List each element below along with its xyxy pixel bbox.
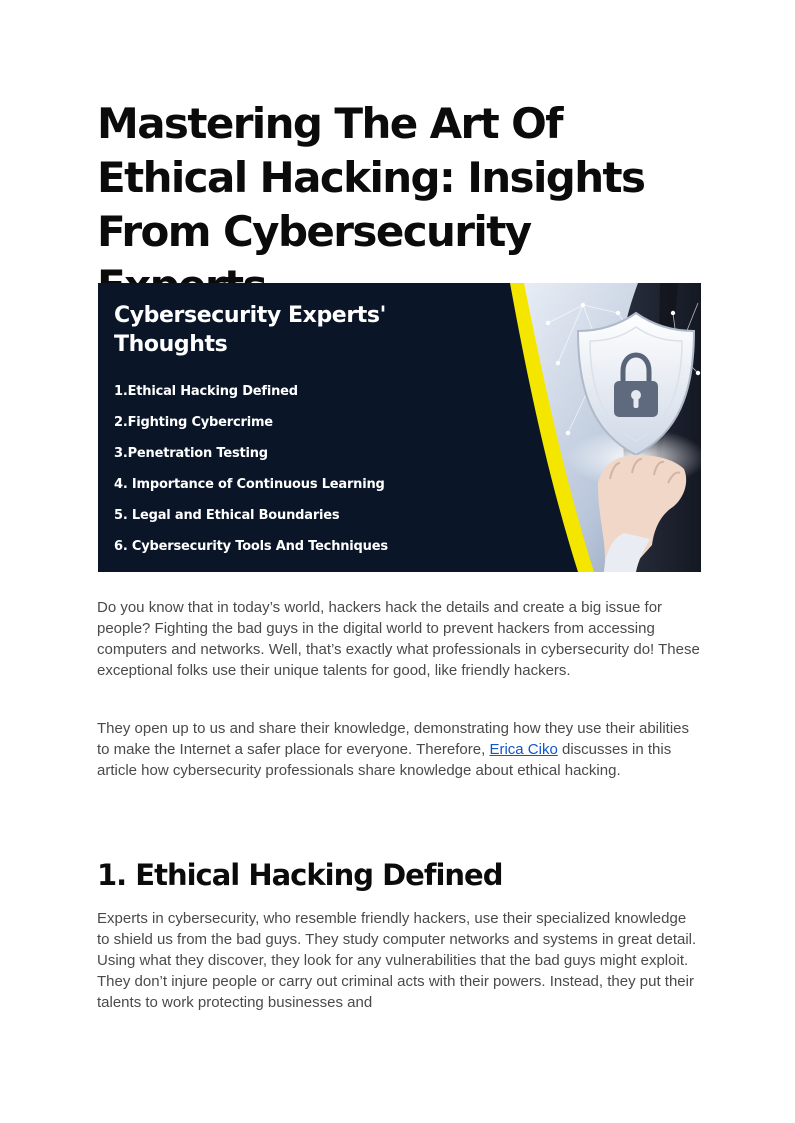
paragraph-text: discusses in this article how cybersecurity professionals share knowledge about ethical hacking. (97, 741, 672, 779)
hero-illustration (398, 283, 701, 572)
section-paragraph: Experts in cybersecurity, who resemble friendly hackers, use their specialized knowledge to shield us from the bad guys. They study computer networks and systems in great detail. Using what they discover, they look for any vulnerabilities that the bad guys might exploit. They don’t injure people or carry out criminal acts with their powers. Instead, they put their talents to work protecting businesses and (97, 910, 697, 1011)
hero-topic-item: 4. Importance of Continuous Learning (114, 477, 385, 492)
hero-text-panel (114, 301, 444, 570)
hero-topic-item: 2.Fighting Cybercrime (114, 415, 273, 430)
intro-paragraph-2 (97, 718, 702, 781)
hero-heading: Cybersecurity Experts' Thoughts (114, 303, 386, 357)
author-link[interactable]: Erica Ciko (489, 741, 558, 758)
paragraph-text: They open up to us and share their knowledge, demonstrating how they use their abilities to make the Internet a safer place for everyone. Therefore, (97, 720, 690, 758)
hero-topic-item: 3.Penetration Testing (114, 446, 268, 461)
section-heading: 1. Ethical Hacking Defined (97, 858, 503, 892)
hero-image (98, 283, 701, 572)
intro-paragraph: Do you know that in today’s world, hackers hack the details and create a big issue for people? Fighting the bad guys in the digital world to prevent hackers from accessing computers and networks. Well, that’s exactly what professionals in cybersecurity do! These exceptional folks use their unique talents for good, like friendly hackers. (97, 599, 700, 679)
hero-topic-list (114, 384, 444, 570)
hero-topic-item: 6. Cybersecurity Tools And Techniques (114, 539, 388, 554)
hero-topic-item: 5. Legal and Ethical Boundaries (114, 508, 340, 523)
hero-topic-item: 1.Ethical Hacking Defined (114, 384, 298, 399)
article-title: Mastering The Art Of Ethical Hacking: Insights From Cybersecurity (97, 99, 645, 256)
